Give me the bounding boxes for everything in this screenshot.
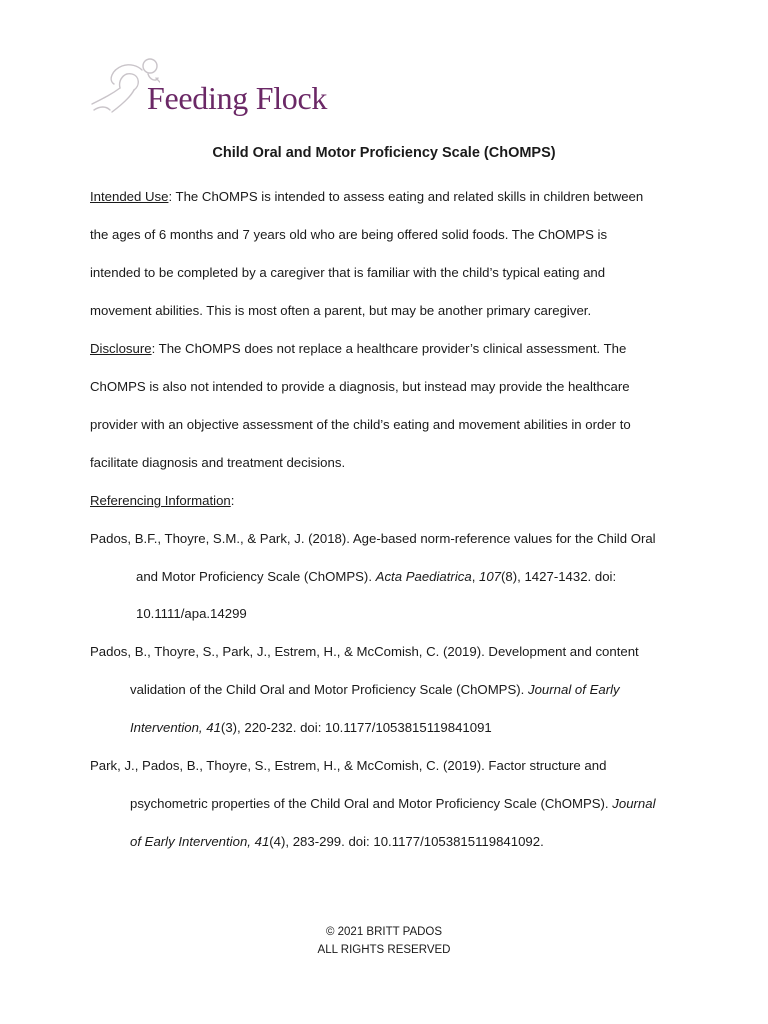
intended-use-line-2: the ages of 6 months and 7 years old who are being offered solid foods. The ChOMPS is (90, 227, 608, 242)
referencing-label: Referencing Information (90, 493, 231, 508)
disclosure-line-2: ChOMPS is also not intended to provide a diagnosis, but instead may provide the healthcare (90, 379, 630, 394)
reference-1-volume: 107 (479, 569, 502, 584)
document-title: Child Oral and Motor Proficiency Scale (ChOMPS) (212, 145, 556, 161)
disclosure-label: Disclosure (90, 341, 152, 356)
reference-1-line-2: and Motor Proficiency Scale (ChOMPS). Acta Paediatrica, 107(8), 1427-1432. doi: (136, 569, 617, 584)
reference-2-journal: Journal of Early (528, 682, 620, 697)
disclosure-line-3: provider with an objective assessment of the child’s eating and movement abilities in order to (90, 417, 631, 432)
reference-3-line-3: of Early Intervention, 41(4), 283-299. doi: 10.1177/1053815119841092. (130, 834, 544, 849)
reference-1-journal: Acta Paediatrica (375, 569, 472, 584)
intended-use-line-3: intended to be completed by a caregiver that is familiar with the child’s typical eating and (90, 265, 606, 280)
reference-3-line-1: Park, J., Pados, B., Thoyre, S., Estrem, H., & McComish, C. (2019). Factor structure and (90, 758, 607, 773)
intended-use-line-1: Intended Use: The ChOMPS is intended to assess eating and related skills in children between (90, 189, 644, 204)
logo-wordmark: Feeding Flock (147, 80, 328, 116)
intended-use-label: Intended Use (90, 189, 169, 204)
footer-copyright: © 2021 BRITT PADOS (325, 926, 443, 938)
reference-1-doi: 10.1111/apa.14299 (136, 606, 247, 621)
referencing-heading: Referencing Information: (90, 493, 235, 508)
disclosure-line-4: facilitate diagnosis and treatment decisions. (90, 455, 346, 470)
disclosure-line-1: Disclosure: The ChOMPS does not replace a healthcare provider’s clinical assessment. The (90, 341, 627, 356)
reference-2-line-2: validation of the Child Oral and Motor Proficiency Scale (ChOMPS). Journal of Early (130, 682, 620, 697)
reference-2-line-1: Pados, B., Thoyre, S., Park, J., Estrem, H., & McComish, C. (2019). Development and content (90, 644, 639, 659)
footer-rights: ALL RIGHTS RESERVED (317, 944, 451, 956)
reference-1-line-1: Pados, B.F., Thoyre, S.M., & Park, J. (2018). Age-based norm-reference values for the Child Oral (90, 531, 656, 546)
reference-3-journal: Journal (612, 796, 656, 811)
feeding-flock-logo (90, 54, 350, 124)
reference-2-line-3: Intervention, 41(3), 220-232. doi: 10.1177/1053815119841091 (130, 720, 492, 735)
intended-use-line-4: movement abilities. This is most often a parent, but may be another primary caregiver. (90, 303, 592, 318)
reference-3-line-2: psychometric properties of the Child Oral and Motor Proficiency Scale (ChOMPS). Journal (130, 796, 656, 811)
